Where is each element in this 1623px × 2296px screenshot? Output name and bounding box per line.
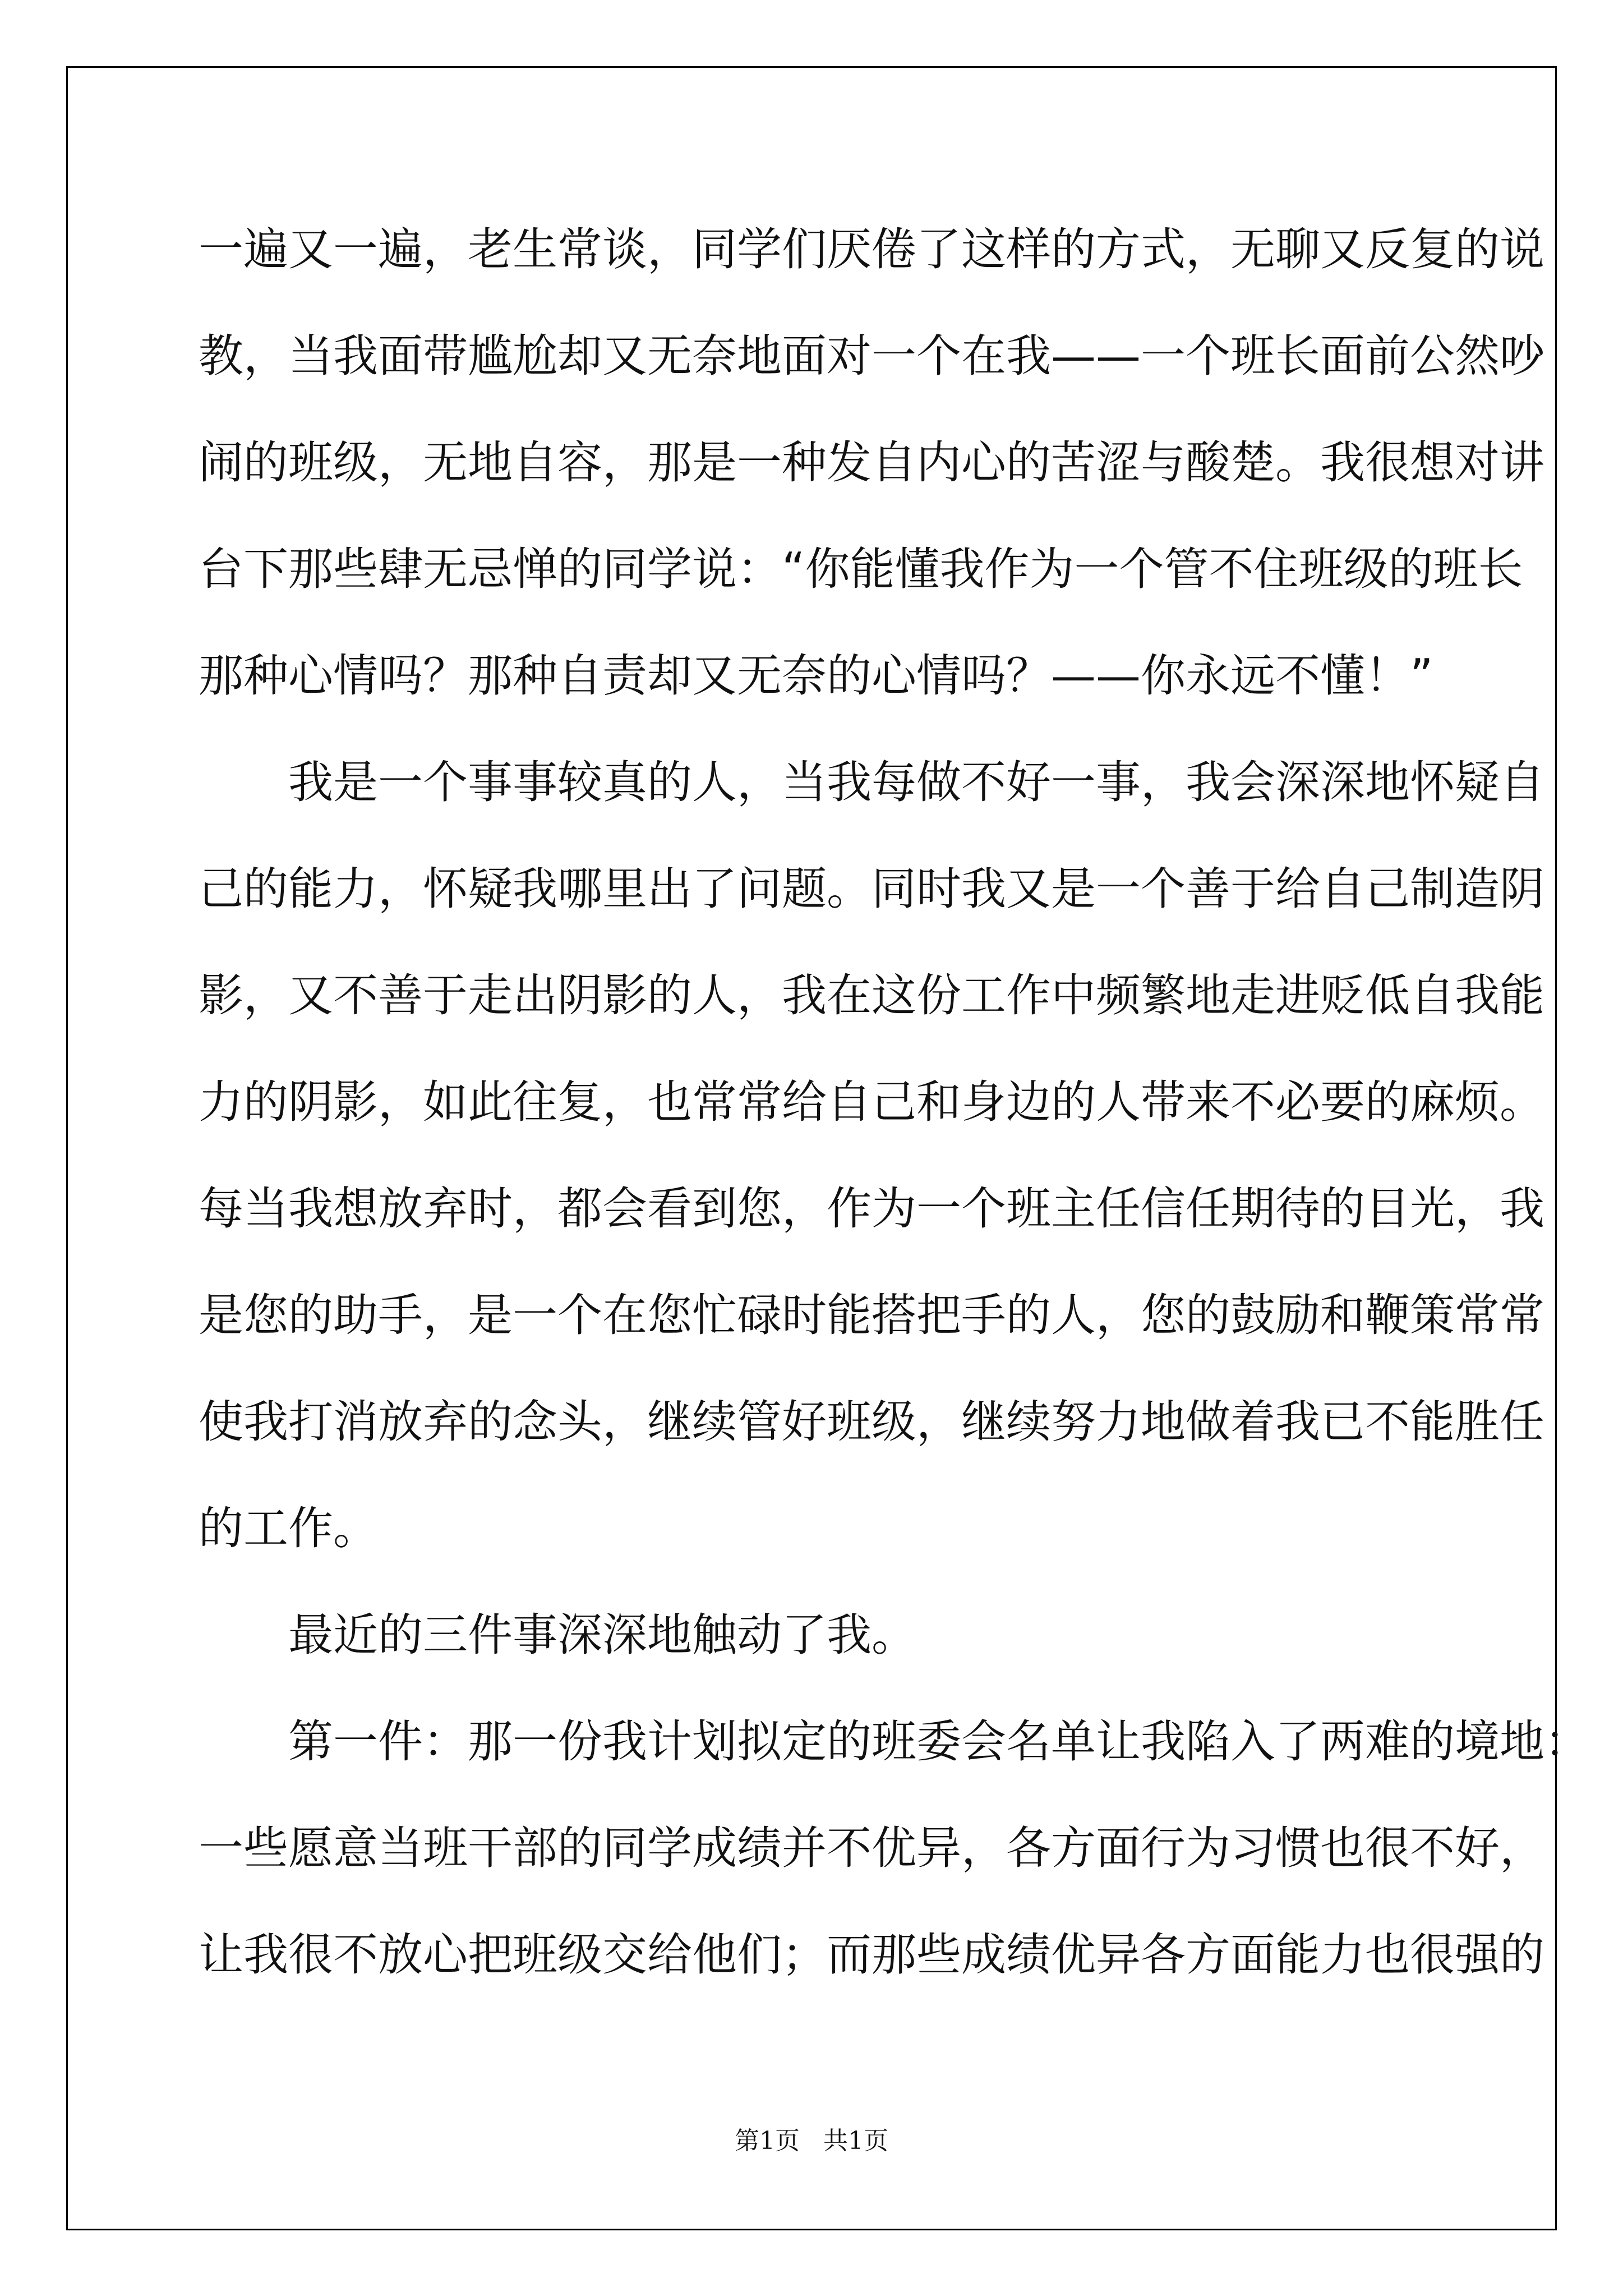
text-line: 一些愿意当班干部的同学成绩并不优异，各方面行为习惯也很不好， [199, 1822, 1544, 1874]
text-line: 第一件：那一份我计划拟定的班委会名单让我陷入了两难的境地： [199, 1715, 1589, 1768]
page-border [66, 66, 1557, 2230]
text-line: 最近的三件事深深地触动了我。 [199, 1609, 916, 1661]
text-line: 让我很不放心把班级交给他们；而那些成绩优异各方面能力也很强的 [199, 1929, 1544, 1981]
page-footer [0, 2120, 1623, 2156]
text-line: 我是一个事事较真的人，当我每做不好一事，我会深深地怀疑自 [199, 756, 1544, 808]
page-number: 第1页 [735, 2127, 800, 2155]
page-total: 共1页 [823, 2127, 888, 2155]
text-line: 使我打消放弃的念头，继续管好班级，继续努力地做着我已不能胜任 [199, 1396, 1544, 1448]
text-line: 那种心情吗？那种自责却又无奈的心情吗？——你永远不懂！” [199, 650, 1433, 702]
text-line: 的工作。 [199, 1502, 378, 1554]
text-line: 影，又不善于走出阴影的人，我在这份工作中频繁地走进贬低自我能 [199, 969, 1544, 1022]
text-line: 一遍又一遍，老生常谈，同学们厌倦了这样的方式，无聊又反复的说 [199, 223, 1544, 275]
text-line: 每当我想放弃时，都会看到您，作为一个班主任信任期待的目光，我 [199, 1182, 1544, 1235]
text-line: 教，当我面带尴尬却又无奈地面对一个在我——一个班长面前公然吵 [199, 330, 1544, 382]
text-line: 是您的助手，是一个在您忙碌时能搭把手的人，您的鼓励和鞭策常常 [199, 1289, 1544, 1341]
text-line: 己的能力，怀疑我哪里出了问题。同时我又是一个善于给自己制造阴 [199, 863, 1544, 915]
text-line: 闹的班级，无地自容，那是一种发自内心的苦涩与酸楚。我很想对讲 [199, 436, 1544, 489]
text-line: 力的阴影，如此往复，也常常给自己和身边的人带来不必要的麻烦。 [199, 1076, 1544, 1128]
text-line: 台下那些肆无忌惮的同学说：“你能懂我作为一个管不住班级的班长 [199, 543, 1523, 595]
